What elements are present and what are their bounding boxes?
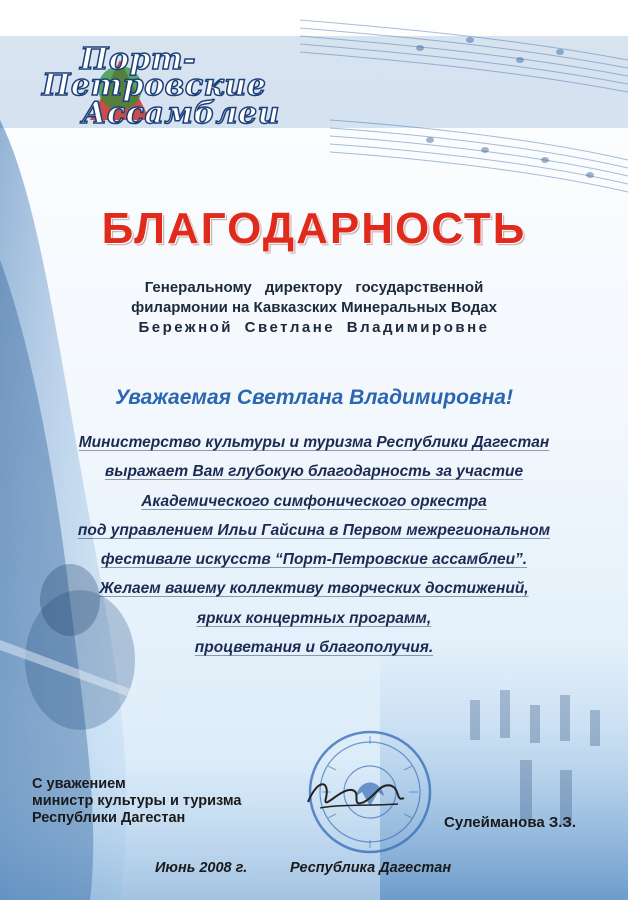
signatory-name: Сулейманова З.З.	[444, 814, 576, 831]
body-line: Министерство культуры и туризма Республики Дагестан	[78, 434, 550, 451]
salutation: Уважаемая Светлана Владимировна!	[115, 386, 513, 409]
addressee-line-2: филармонии на Кавказских Минеральных Водах	[131, 299, 497, 316]
festival-logo	[40, 42, 280, 140]
signature-line-3: Республики Дагестан	[32, 810, 186, 826]
signature-block	[32, 776, 241, 827]
logo-text-line-1: Порт-	[80, 42, 197, 77]
body-line: под управлением Ильи Гайсина в Первом межрегиональном	[77, 521, 551, 539]
body-text	[0, 428, 628, 662]
signature-icon	[300, 768, 410, 818]
body-line: выражает Вам глубокую благодарность за участие	[104, 463, 524, 481]
addressee-line-1: Генеральному директору государственной	[144, 279, 484, 296]
body-line: процветания и благополучия.	[194, 639, 434, 657]
addressee-line-3: Бережной Светлане Владимировне	[138, 319, 490, 336]
issue-date: Июнь 2008 г.	[155, 860, 248, 876]
body-line: Академического симфонического оркестра	[141, 492, 487, 510]
logo-text-line-3: Ассамблеи	[82, 96, 280, 131]
body-line: фестивале искусств “Порт-Петровские ассамблеи”.	[100, 551, 528, 569]
signature-line-1: С уважением	[32, 776, 126, 792]
signature-line-2: министр культуры и туризма	[32, 793, 242, 809]
issue-place: Республика Дагестан	[290, 860, 452, 876]
addressee-block	[0, 278, 628, 338]
certificate-title: БЛАГОДАРНОСТЬ	[101, 204, 527, 253]
body-line: Желаем вашему коллективу творческих достижений,	[99, 580, 529, 598]
logo-text-line-2: Петровские	[42, 68, 267, 103]
body-line: ярких концертных программ,	[196, 609, 432, 627]
